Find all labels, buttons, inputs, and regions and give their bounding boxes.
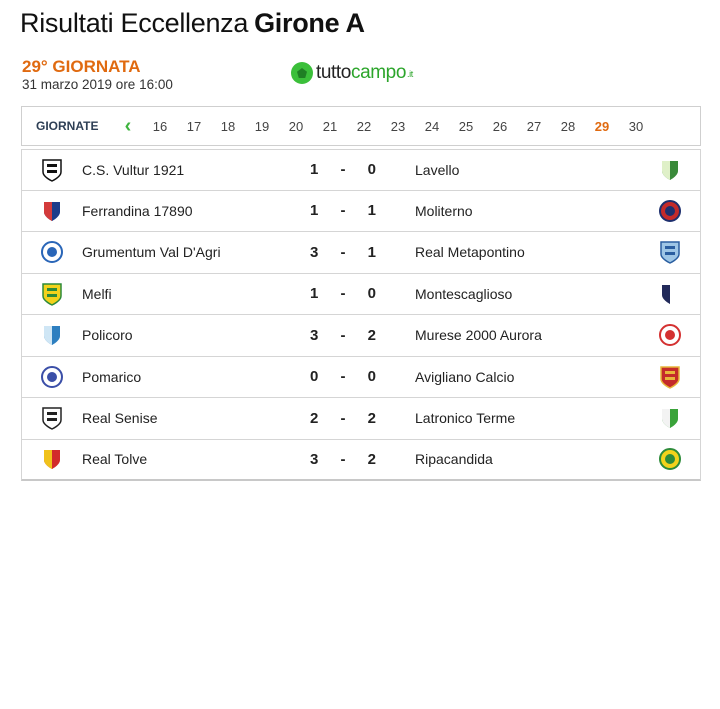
round-22[interactable]: 22: [356, 118, 372, 134]
round-list: [143, 119, 653, 134]
away-score: 2: [367, 326, 376, 344]
home-team[interactable]: Real Tolve: [82, 451, 148, 468]
round-30[interactable]: 30: [628, 118, 644, 134]
round-20[interactable]: 20: [288, 118, 304, 134]
round-26[interactable]: 26: [492, 118, 508, 134]
away-crest-icon: [658, 365, 682, 389]
away-crest-icon: [658, 447, 682, 471]
home-team[interactable]: C.S. Vultur 1921: [82, 161, 185, 178]
match-row[interactable]: [21, 398, 701, 440]
score-separator: -: [340, 368, 346, 386]
round-25[interactable]: 25: [458, 118, 474, 134]
away-crest-icon: [658, 406, 682, 430]
round-18[interactable]: 18: [220, 118, 236, 134]
home-crest-icon: [40, 323, 64, 347]
away-score: 2: [367, 450, 376, 468]
giornate-label: GIORNATE: [36, 119, 99, 133]
home-score: 1: [310, 202, 319, 220]
round-29[interactable]: 29: [594, 118, 610, 134]
home-crest-icon: [40, 447, 64, 471]
home-score: 3: [310, 326, 319, 344]
away-team[interactable]: Murese 2000 Aurora: [415, 327, 542, 344]
match-row[interactable]: [21, 191, 701, 233]
away-score: 1: [367, 243, 376, 261]
score: [310, 244, 376, 261]
score-separator: -: [340, 285, 346, 303]
away-team[interactable]: Avigliano Calcio: [415, 368, 515, 385]
round-23[interactable]: 23: [390, 118, 406, 134]
home-crest-icon: [40, 406, 64, 430]
away-crest-icon: [658, 240, 682, 264]
home-score: 3: [310, 450, 319, 468]
round-27[interactable]: 27: [526, 118, 542, 134]
away-score: 0: [367, 161, 376, 179]
score-separator: -: [340, 450, 346, 468]
match-row[interactable]: [21, 274, 701, 316]
chevron-left-icon[interactable]: ‹: [124, 115, 132, 137]
soccer-ball-icon: [291, 62, 313, 84]
score: [310, 202, 376, 219]
home-crest-icon: [40, 282, 64, 306]
giornate-nav: [21, 106, 701, 146]
away-team[interactable]: Real Metapontino: [415, 244, 525, 261]
giornata-label: 29° GIORNATA: [22, 57, 141, 76]
home-score: 1: [310, 161, 319, 179]
score-separator: -: [340, 202, 346, 220]
home-score: 3: [310, 243, 319, 261]
page-title: [20, 8, 365, 39]
score: [310, 161, 376, 178]
tuttocampo-logo[interactable]: [291, 62, 413, 84]
match-row[interactable]: [21, 149, 701, 191]
home-crest-icon: [40, 365, 64, 389]
home-crest-icon: [40, 158, 64, 182]
score-separator: -: [340, 161, 346, 179]
score: [310, 410, 376, 427]
away-crest-icon: [658, 323, 682, 347]
away-team[interactable]: Latronico Terme: [415, 410, 516, 427]
score: [310, 368, 376, 385]
away-score: 0: [367, 285, 376, 303]
home-team[interactable]: Policoro: [82, 327, 133, 344]
score-separator: -: [340, 243, 346, 261]
girone-label: Girone A: [254, 8, 365, 38]
home-team[interactable]: Ferrandina 17890: [82, 202, 193, 219]
away-team[interactable]: Ripacandida: [415, 451, 493, 468]
home-team[interactable]: Melfi: [82, 285, 112, 302]
score: [310, 327, 376, 344]
home-score: 1: [310, 285, 319, 303]
home-score: 0: [310, 368, 319, 386]
home-team[interactable]: Grumentum Val D'Agri: [82, 244, 221, 261]
away-team[interactable]: Moliterno: [415, 202, 473, 219]
home-crest-icon: [40, 199, 64, 223]
round-28[interactable]: 28: [560, 118, 576, 134]
match-row[interactable]: [21, 440, 701, 482]
match-row[interactable]: [21, 315, 701, 357]
round-24[interactable]: 24: [424, 118, 440, 134]
score-separator: -: [340, 409, 346, 427]
away-score: 2: [367, 409, 376, 427]
score-separator: -: [340, 326, 346, 344]
away-team[interactable]: Lavello: [415, 161, 460, 178]
home-team[interactable]: Pomarico: [82, 368, 142, 385]
away-crest-icon: [658, 158, 682, 182]
round-21[interactable]: 21: [322, 118, 338, 134]
home-team[interactable]: Real Senise: [82, 410, 158, 427]
away-crest-icon: [658, 199, 682, 223]
round-16[interactable]: 16: [152, 118, 168, 134]
away-team[interactable]: Montescaglioso: [415, 285, 513, 302]
match-row[interactable]: [21, 357, 701, 399]
home-crest-icon: [40, 240, 64, 264]
round-17[interactable]: 17: [186, 118, 202, 134]
score: [310, 451, 376, 468]
round-19[interactable]: 19: [254, 118, 270, 134]
match-date: 31 marzo 2019 ore 16:00: [22, 77, 173, 92]
brand-text: tuttocampo.it: [316, 62, 413, 83]
away-score: 1: [367, 202, 376, 220]
home-score: 2: [310, 409, 319, 427]
match-row[interactable]: [21, 232, 701, 274]
results-table: [21, 149, 701, 481]
score: [310, 285, 376, 302]
title-text: Risultati Eccellenza: [20, 8, 249, 38]
away-crest-icon: [658, 282, 682, 306]
away-score: 0: [367, 368, 376, 386]
